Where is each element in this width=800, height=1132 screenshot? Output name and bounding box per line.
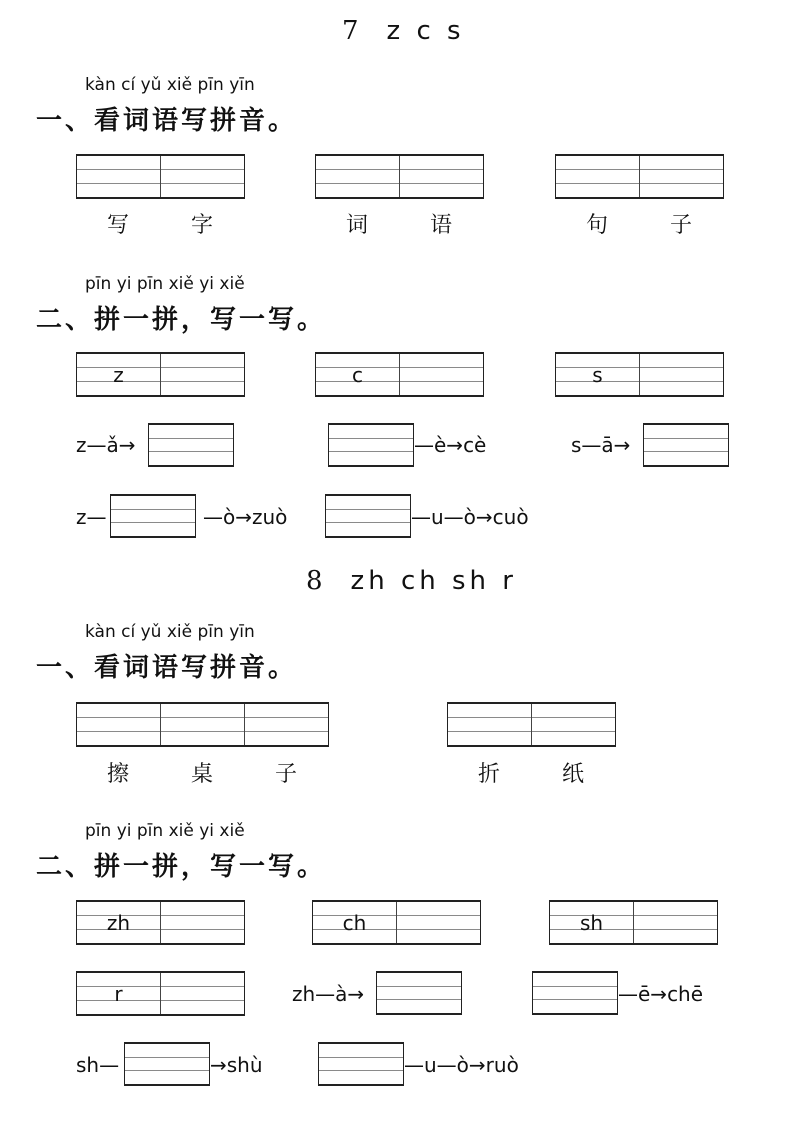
initial-letter: z (113, 362, 124, 387)
spelling-equation: —ē→chē (618, 982, 704, 1006)
answer-box[interactable] (532, 971, 618, 1015)
spelling-equation: sh— (76, 1053, 120, 1077)
writing-grid[interactable] (312, 900, 481, 945)
spelling-equation: —ò→zuò (203, 505, 288, 529)
spelling-equation: —u—ò→cuò (411, 505, 529, 529)
writing-grid[interactable] (76, 352, 245, 397)
answer-box[interactable] (325, 494, 411, 538)
word-char: 写 (106, 213, 129, 238)
answer-box[interactable] (328, 423, 414, 467)
word-char: 语 (429, 213, 452, 238)
word-char: 纸 (561, 762, 584, 787)
lesson8-part1-pinyin: kàn cí yǔ xiě pīn yīn (85, 622, 255, 642)
spelling-equation: zh—à→ (292, 982, 365, 1006)
word-char: 词 (345, 213, 368, 238)
initial-letter: r (114, 981, 123, 1006)
lesson8-part2-pinyin: pīn yi pīn xiě yi xiě (85, 821, 245, 841)
writing-grid[interactable] (447, 702, 616, 747)
lesson7-title (342, 16, 465, 46)
initial-letter: s (592, 362, 603, 387)
writing-grid[interactable] (76, 154, 245, 199)
initial-letter: ch (342, 910, 367, 935)
lesson7-letters: z c s (386, 16, 465, 46)
lesson8-letters: zh ch sh r (350, 566, 517, 596)
writing-grid[interactable] (76, 702, 329, 747)
word-char: 句 (585, 213, 608, 238)
writing-grid[interactable] (549, 900, 718, 945)
spelling-equation: —u—ò→ruò (404, 1053, 519, 1077)
writing-grid[interactable] (76, 900, 245, 945)
initial-letter: c (352, 362, 363, 387)
lesson7-part2-heading: 二、拼一拼，写一写。 (36, 305, 327, 335)
lesson7-number: 7 (342, 16, 363, 46)
writing-grid[interactable] (76, 971, 245, 1016)
answer-box[interactable] (148, 423, 234, 467)
initial-letter: sh (579, 910, 604, 935)
lesson8-title (306, 566, 517, 596)
spelling-equation: →shù (210, 1053, 263, 1077)
answer-box[interactable] (376, 971, 462, 1015)
spelling-equation: —è→cè (414, 433, 487, 457)
word-char: 桌 (190, 762, 213, 787)
spelling-equation: z— (76, 505, 107, 529)
writing-grid[interactable] (315, 154, 484, 199)
lesson8-part2-heading: 二、拼一拼，写一写。 (36, 852, 327, 882)
spelling-equation: z—ǎ→ (76, 433, 136, 457)
initial-letter: zh (106, 910, 131, 935)
answer-box[interactable] (318, 1042, 404, 1086)
lesson8-part1-heading: 一、看词语写拼音。 (36, 653, 298, 683)
writing-grid[interactable] (555, 154, 724, 199)
writing-grid[interactable] (555, 352, 724, 397)
answer-box[interactable] (124, 1042, 210, 1086)
answer-box[interactable] (643, 423, 729, 467)
word-char: 子 (669, 213, 692, 238)
word-char: 擦 (106, 762, 129, 787)
lesson8-number: 8 (306, 566, 327, 596)
answer-box[interactable] (110, 494, 196, 538)
word-char: 折 (477, 762, 500, 787)
word-char: 子 (274, 762, 297, 787)
lesson7-part1-heading: 一、看词语写拼音。 (36, 106, 298, 136)
word-char: 字 (190, 213, 213, 238)
spelling-equation: s—ā→ (571, 433, 631, 457)
lesson7-part2-pinyin: pīn yi pīn xiě yi xiě (85, 274, 245, 294)
lesson7-part1-pinyin: kàn cí yǔ xiě pīn yīn (85, 75, 255, 95)
writing-grid[interactable] (315, 352, 484, 397)
